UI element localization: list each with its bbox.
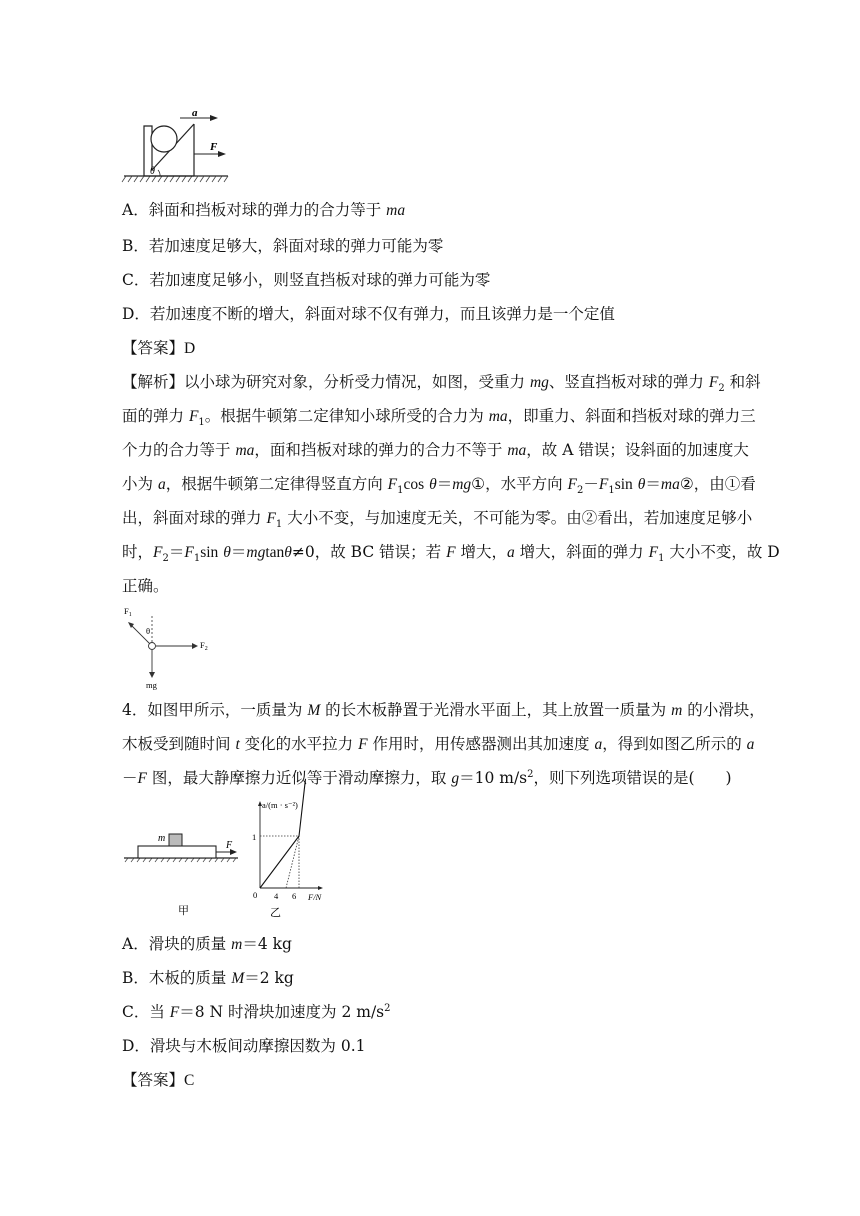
q4-option-d: D．滑块与木板间动摩擦因数为 0.1 [122,1037,366,1055]
board-f-label: F [226,840,233,851]
q4-stem-line-2: 木板受到随时间 t 变化的水平拉力 F 作用时，用传感器测出其加速度 a，得到如图乙所示的 a [122,735,755,753]
q4-option-b: B．木板的质量 M＝2 kg [122,969,294,987]
figure-yi-caption: 乙 [270,907,281,919]
option-a: A．斜面和挡板对球的弹力的合力等于 ma [122,201,406,219]
analysis-line-1: 【解析】以小球为研究对象，分析受力情况，如图，受重力 mg、竖直挡板对球的弹力 $F_2$ 和斜 [122,373,761,395]
force-diagram [120,602,220,690]
analysis-line-4: 小为 a，根据牛顿第二定律得竖直方向 $F_1\cos$ θ＝mg①，水平方向 $F_2-F_1\sin$ θ＝ma②，由①看 [122,475,756,497]
tick-label-x-6: 6 [292,891,297,901]
angle-label: θ [150,166,155,177]
x-axis-label: F/N [308,892,322,902]
tick-label-x-0: 0 [253,890,258,900]
q4-answer-line: 【答案】C [122,1071,195,1089]
accel-label: a [192,107,198,119]
board-block-figure [122,826,242,922]
q4-option-c: C．当 F＝8 N 时滑块加速度为 2 $m/s^2$ [122,1002,391,1021]
tick-label-x-4: 4 [274,891,279,901]
f1-label: $F_1$ [124,606,132,618]
analysis-line-2: 面的弹力 $F_1$。根据牛顿第二定律知小球所受的合力为 ma，即重力、斜面和挡板对球的弹力三 [122,407,756,429]
theta-label: θ [146,626,151,636]
a-f-chart [246,798,336,922]
block-m-label: m [158,833,166,844]
analysis-line-7: 正确。 [122,577,169,595]
q4-option-a: A．滑块的质量 m＝4 kg [122,935,292,953]
mg-label: mg [146,680,157,690]
analysis-line-3: 个力的合力等于 ma，面和挡板对球的弹力的合力不等于 ma，故 A 错误；设斜面的加速度大 [122,441,749,459]
y-axis-label: a/(m · s⁻²) [262,800,298,810]
analysis-line-6: 时，$F_2=F_1\sin$ θ＝mgtanθ≠0，故 BC 错误；若 F 增大，a 增大，斜面的弹力 $F_1$ 大小不变，故 D [122,543,780,565]
option-d: D．若加速度不断的增大，斜面对球不仅有弹力，而且该弹力是一个定值 [122,305,615,323]
figure-jia-caption: 甲 [178,905,189,917]
q4-stem-line-3: －F 图，最大静摩擦力近似等于滑动摩擦力，取 g＝10 $m/s^2$，则下列选项错误的是( ) [122,768,732,787]
q4-stem-line-1: 4．如图甲所示，一质量为 M 的长木板静置于光滑水平面上，其上放置一质量为 m 的小滑块， [122,701,765,719]
tick-label-y-1: 1 [252,832,257,842]
force-label: F [210,141,218,153]
analysis-line-5: 出，斜面对球的弹力 $F_1$ 大小不变，与加速度无关，不可能为零。由②看出，若加速度足够小 [122,509,753,531]
answer-line: 【答案】D [122,339,196,357]
option-b: B．若加速度足够大，斜面对球的弹力可能为零 [122,237,444,255]
option-c: C．若加速度足够小，则竖直挡板对球的弹力可能为零 [122,271,491,289]
incline-ball-figure [122,107,232,186]
f2-label: $F_2$ [200,640,208,652]
